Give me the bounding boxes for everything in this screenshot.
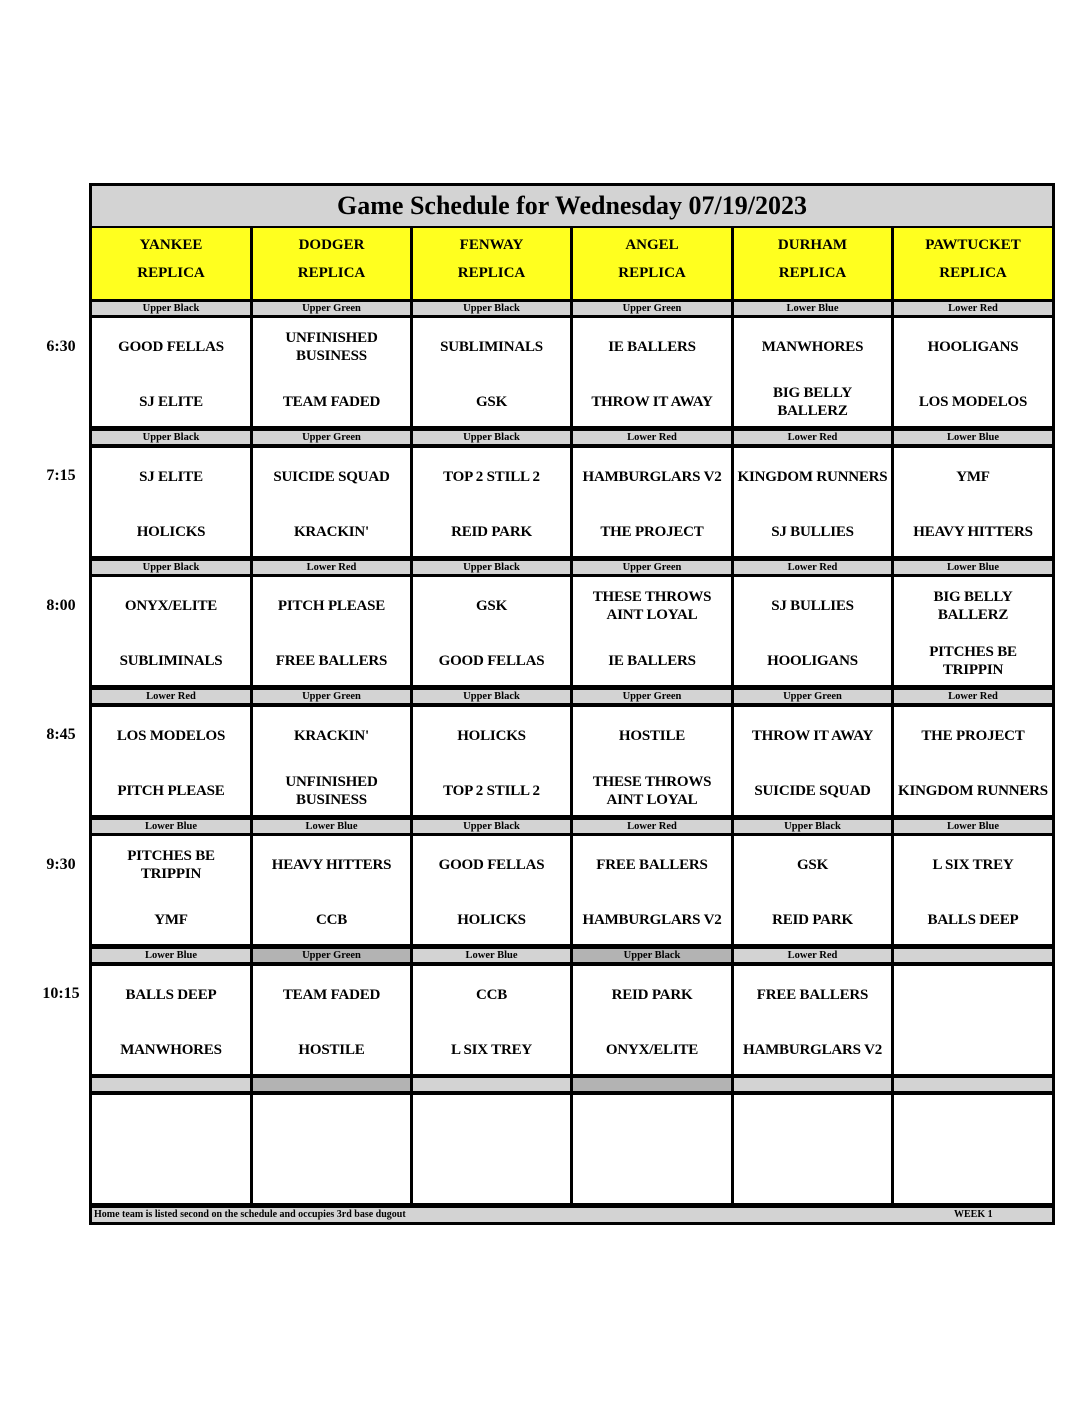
game-cell: [894, 707, 1052, 815]
home-team: KINGDOM RUNNERS: [898, 783, 1048, 799]
home-team: REID PARK: [451, 524, 532, 540]
away-team: SUBLIMINALS: [440, 339, 543, 355]
game-cell: [253, 577, 410, 685]
home-team: YMF: [154, 912, 188, 928]
game-cell: [92, 448, 250, 556]
dugout-label: Lower Blue: [894, 820, 1052, 833]
home-team: HOLICKS: [136, 524, 206, 540]
away-team: KINGDOM RUNNERS: [737, 469, 888, 485]
field-subtitle: REPLICA: [297, 265, 366, 281]
page-title: Game Schedule for Wednesday 07/19/2023: [92, 186, 1052, 226]
away-team: ONYX/ELITE: [124, 598, 218, 614]
field-header: [894, 228, 1052, 299]
dugout-label: Upper Green: [253, 949, 410, 962]
game-cell: [573, 707, 731, 815]
dugout-label: Upper Black: [92, 561, 250, 574]
time-slot-label: 9:30: [46, 856, 76, 873]
dugout-label: Lower Red: [92, 690, 250, 703]
away-team: HAMBURGLARS V2: [582, 469, 722, 485]
home-team: BIG BELLY BALLERZ: [773, 385, 852, 419]
game-cell: [573, 577, 731, 685]
away-team: HOOLIGANS: [927, 339, 1019, 355]
home-team: IE BALLERS: [608, 653, 696, 669]
game-cell: [253, 318, 410, 426]
away-team: TEAM FADED: [282, 987, 381, 1003]
game-cell: [413, 836, 570, 944]
away-team: TOP 2 STILL 2: [443, 469, 540, 485]
home-team: HAMBURGLARS V2: [742, 1042, 883, 1058]
field-subtitle: REPLICA: [939, 265, 1007, 281]
game-cell: [894, 577, 1052, 685]
game-cell: [734, 836, 891, 944]
dugout-label: Lower Blue: [92, 820, 250, 833]
home-team: PITCH PLEASE: [117, 783, 225, 799]
away-team: YMF: [956, 469, 990, 485]
field-name: DURHAM: [777, 237, 848, 253]
away-team: IE BALLERS: [608, 339, 696, 355]
home-team: THROW IT AWAY: [591, 394, 713, 410]
dugout-label: Lower Blue: [253, 820, 410, 833]
dugout-label: Lower Blue: [894, 431, 1052, 444]
dugout-label: Upper Black: [413, 302, 570, 315]
dugout-label: [92, 1078, 250, 1091]
game-cell: [894, 836, 1052, 944]
away-team: UNFINISHED BUSINESS: [285, 330, 378, 364]
away-team: LOS MODELOS: [116, 728, 226, 744]
schedule-table: [89, 183, 1055, 1225]
home-team: SJ ELITE: [139, 394, 203, 410]
field-name: ANGEL: [625, 237, 679, 253]
week-label: WEEK 1: [954, 1209, 993, 1220]
dugout-label: Lower Red: [734, 431, 891, 444]
game-cell: [894, 966, 1052, 1074]
away-team: GSK: [475, 598, 508, 614]
dugout-label: Lower Blue: [92, 949, 250, 962]
away-team: L SIX TREY: [932, 857, 1014, 873]
dugout-label: [413, 1078, 570, 1091]
empty-cell: [573, 1095, 731, 1203]
away-team: HOSTILE: [618, 728, 686, 744]
time-slot-label: 7:15: [46, 467, 76, 484]
home-team: HOSTILE: [298, 1042, 365, 1058]
home-team: UNFINISHED BUSINESS: [285, 774, 378, 808]
dugout-label: Upper Green: [573, 561, 731, 574]
dugout-label: Upper Black: [413, 431, 570, 444]
home-team: ONYX/ELITE: [605, 1042, 699, 1058]
home-team: KRACKIN': [293, 524, 370, 540]
game-cell: [573, 966, 731, 1074]
away-team: HEAVY HITTERS: [271, 857, 392, 873]
game-cell: [253, 707, 410, 815]
home-team: SUBLIMINALS: [119, 653, 223, 669]
home-team: HAMBURGLARS V2: [582, 912, 722, 928]
away-team: PITCH PLEASE: [277, 598, 386, 614]
away-team: [894, 975, 1052, 1015]
home-team: TEAM FADED: [282, 394, 381, 410]
dugout-label: [253, 1078, 410, 1091]
home-team: HOOLIGANS: [767, 653, 858, 669]
dugout-label: [894, 949, 1052, 962]
home-team: MANWHORES: [120, 1042, 222, 1058]
away-team: GOOD FELLAS: [118, 339, 224, 355]
footer-note: Home team is listed second on the schedule and occupies 3rd base dugout: [94, 1209, 406, 1220]
dugout-label: Lower Red: [573, 431, 731, 444]
dugout-label: Upper Green: [573, 302, 731, 315]
dugout-label: Lower Red: [573, 820, 731, 833]
away-team: MANWHORES: [761, 339, 864, 355]
field-subtitle: REPLICA: [457, 265, 526, 281]
away-team: KRACKIN': [293, 728, 370, 744]
dugout-label: Upper Green: [573, 690, 731, 703]
dugout-label: Lower Red: [734, 561, 891, 574]
time-slot-label: 8:00: [46, 597, 76, 614]
field-header: [253, 228, 410, 299]
time-slot-label: 8:45: [46, 726, 76, 743]
away-team: SJ ELITE: [139, 469, 203, 485]
dugout-label: Lower Red: [894, 690, 1052, 703]
home-team: GOOD FELLAS: [438, 653, 545, 669]
field-name: PAWTUCKET: [925, 237, 1021, 253]
field-header: [92, 228, 250, 299]
game-cell: [253, 448, 410, 556]
dugout-label: Upper Black: [413, 690, 570, 703]
home-team: REID PARK: [772, 912, 853, 928]
game-cell: [92, 836, 250, 944]
dugout-label: Upper Black: [734, 820, 891, 833]
home-team: [894, 1030, 1052, 1070]
game-cell: [92, 966, 250, 1074]
field-name: YANKEE: [139, 237, 203, 253]
game-cell: [92, 318, 250, 426]
dugout-label: Upper Black: [92, 302, 250, 315]
dugout-label: Lower Red: [734, 949, 891, 962]
dugout-label: Upper Black: [413, 561, 570, 574]
home-team: HOLICKS: [457, 912, 526, 928]
field-subtitle: REPLICA: [618, 265, 686, 281]
dugout-label: Lower Blue: [734, 302, 891, 315]
game-cell: [734, 318, 891, 426]
dugout-label: Upper Black: [413, 820, 570, 833]
game-cell: [92, 707, 250, 815]
away-team: FREE BALLERS: [596, 857, 708, 873]
game-cell: [413, 448, 570, 556]
away-team: THESE THROWS AINT LOYAL: [592, 589, 712, 623]
game-cell: [894, 318, 1052, 426]
game-cell: [573, 318, 731, 426]
game-cell: [734, 966, 891, 1074]
game-cell: [573, 448, 731, 556]
away-team: GOOD FELLAS: [438, 857, 545, 873]
dugout-label: Upper Green: [734, 690, 891, 703]
home-team: BALLS DEEP: [927, 912, 1019, 928]
dugout-label: Upper Black: [92, 431, 250, 444]
dugout-label: [894, 1078, 1052, 1091]
away-team: SUICIDE SQUAD: [273, 469, 390, 485]
dugout-label: Upper Green: [253, 431, 410, 444]
empty-cell: [253, 1095, 410, 1203]
away-team: HOLICKS: [457, 728, 526, 744]
empty-cell: [894, 1095, 1052, 1203]
dugout-label: [573, 1078, 731, 1091]
dugout-label: Upper Green: [253, 690, 410, 703]
dugout-label: Lower Red: [253, 561, 410, 574]
home-team: L SIX TREY: [450, 1042, 533, 1058]
away-team: THE PROJECT: [921, 728, 1025, 744]
home-team: SUICIDE SQUAD: [754, 783, 871, 799]
field-name: DODGER: [298, 237, 365, 253]
away-team: BALLS DEEP: [125, 987, 217, 1003]
game-cell: [734, 707, 891, 815]
game-cell: [92, 577, 250, 685]
dugout-label: Upper Green: [253, 302, 410, 315]
home-team: SJ BULLIES: [771, 524, 854, 540]
away-team: BIG BELLY BALLERZ: [933, 589, 1013, 623]
field-subtitle: REPLICA: [778, 265, 847, 281]
home-team: FREE BALLERS: [275, 653, 388, 669]
game-cell: [734, 448, 891, 556]
field-header: [413, 228, 570, 299]
field-name: FENWAY: [459, 237, 524, 253]
home-team: TOP 2 STILL 2: [443, 783, 540, 799]
field-subtitle: REPLICA: [137, 265, 205, 281]
game-cell: [253, 836, 410, 944]
game-cell: [894, 448, 1052, 556]
empty-cell: [734, 1095, 891, 1203]
home-team: THE PROJECT: [600, 524, 704, 540]
game-cell: [734, 577, 891, 685]
field-header: [734, 228, 891, 299]
game-cell: [413, 966, 570, 1074]
home-team: LOS MODELOS: [918, 394, 1028, 410]
dugout-label: Lower Blue: [894, 561, 1052, 574]
dugout-label: [734, 1078, 891, 1091]
home-team: GSK: [475, 394, 508, 410]
dugout-label: Upper Black: [573, 949, 731, 962]
empty-cell: [413, 1095, 570, 1203]
home-team: PITCHES BE TRIPPIN: [929, 644, 1017, 678]
away-team: GSK: [796, 857, 829, 873]
home-team: HEAVY HITTERS: [913, 524, 1033, 540]
home-team: CCB: [315, 912, 348, 928]
away-team: CCB: [475, 987, 508, 1003]
home-team: THESE THROWS AINT LOYAL: [592, 774, 712, 808]
footer-bar: [92, 1208, 1052, 1222]
time-slot-label: 6:30: [46, 338, 76, 355]
game-cell: [573, 836, 731, 944]
field-header: [573, 228, 731, 299]
away-team: PITCHES BE TRIPPIN: [127, 848, 215, 882]
empty-cell: [92, 1095, 250, 1203]
time-slot-label: 10:15: [42, 985, 80, 1002]
away-team: REID PARK: [611, 987, 693, 1003]
away-team: THROW IT AWAY: [751, 728, 874, 744]
away-team: FREE BALLERS: [756, 987, 869, 1003]
game-cell: [413, 707, 570, 815]
game-cell: [413, 577, 570, 685]
game-cell: [413, 318, 570, 426]
game-cell: [253, 966, 410, 1074]
dugout-label: Lower Red: [894, 302, 1052, 315]
away-team: SJ BULLIES: [771, 598, 854, 614]
dugout-label: Lower Blue: [413, 949, 570, 962]
